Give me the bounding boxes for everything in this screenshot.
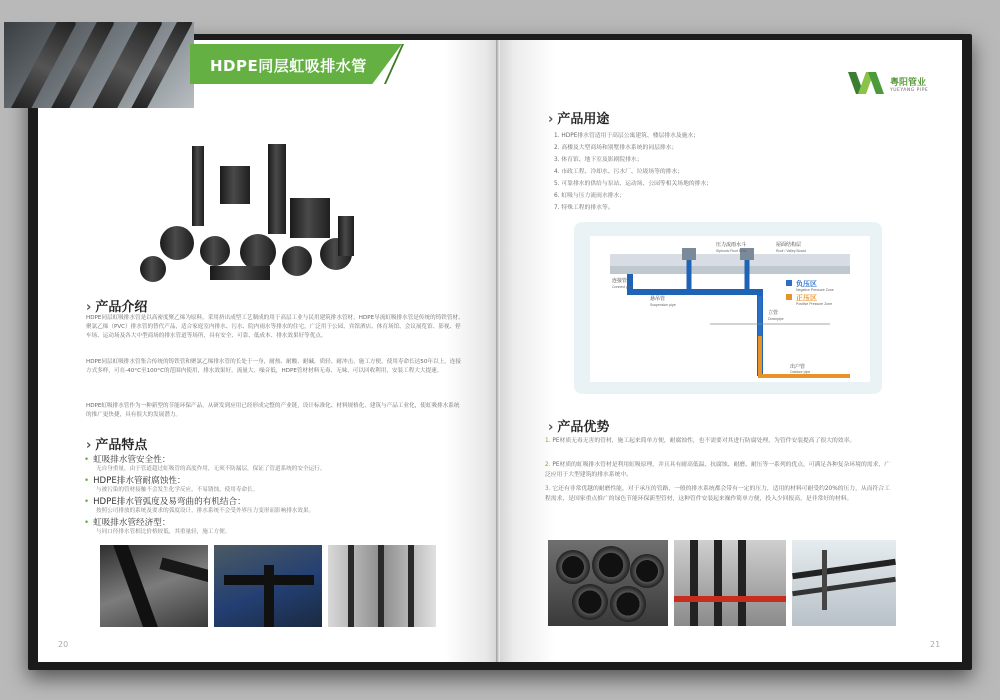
feature-desc: 按照公司排放的系统及要求的弧度设计，排水系统不会受外界压力变形而影响排水效果。	[96, 508, 315, 514]
use-item: 4. 市政工程、冷却水、污水厂、垃圾场等的排水；	[554, 169, 684, 175]
chevron-right-icon: ›	[548, 420, 554, 435]
installation-photo-1	[100, 545, 208, 627]
bullet-icon: •	[84, 455, 90, 465]
feature-title: • HDPE排水管弧度及易弯曲的有机结合：	[84, 497, 246, 507]
label-positive-zone-en: Positive Pressure Zone	[796, 302, 833, 306]
advantage-item: 1. PE材质无毒无害的管材，施工起来简单方便，耐腐蚀性，也不需要对其进行防腐处理，为管件安装提高了很大的效率。	[545, 438, 856, 444]
installation-photo-2	[214, 545, 322, 627]
hero-pipe-photo	[4, 22, 194, 108]
roof-slab	[610, 254, 850, 268]
bullet-icon: •	[84, 476, 90, 486]
advantages-heading: › 产品优势	[548, 420, 610, 435]
use-item: 3. 体育馆、地下室及影剧院排水；	[554, 157, 643, 163]
bullet-icon: •	[84, 497, 90, 507]
use-item: 5. 可靠排水的供给与泵站、运动场、公园等相关场地的排水；	[554, 181, 713, 187]
page-number-right: 21	[930, 640, 941, 649]
label-roof-structure: 屋面结构层	[776, 242, 802, 248]
label-roof-structure-en: Roof / Valley Board	[776, 249, 806, 253]
pipe-stack-photo	[548, 540, 668, 626]
use-item: 6. 虹吸与压力流雨水排水；	[554, 193, 626, 199]
advantage-item: 3. 它还有非常优越的耐磨性能，对于承压的管路，一般的排水系统都会带有一定的压力，适用的材料可耐受约20%的压力，从而符合工程需求，是国家重点推广的绿色节能环保新型管材，这种管件安装起来操作简单方便，投入少回报高，是非常好的材料。	[545, 486, 890, 502]
logo-icon	[852, 72, 886, 94]
chevron-right-icon: ›	[86, 438, 92, 453]
uses-heading: › 产品用途	[548, 112, 610, 127]
use-item: 7. 特殊工程的排水等。	[554, 205, 614, 211]
logo-name: 粤阳管业	[890, 78, 927, 88]
features-heading: › 产品特点	[86, 438, 148, 453]
intro-paragraph-2: HDPE同层虹吸排水管集合传统的铸铁管和聚氯乙烯排水管的长处于一身，耐热、耐酸、耐碱，质轻、耐冲击，施工方便，使用寿命长达50年以上，连接方式多样，可在-40°C至100°C的范围内使用，排水效果好，流量大、噪音低，HDPE管材材料无毒、无味，可以回收利用，安装工程大大提速。	[86, 359, 461, 374]
label-positive-zone: 正压区	[796, 295, 817, 302]
intro-paragraph-1: HDPE同层虹吸排水管是以高密度聚乙烯为原料，采用挤出成型工艺制成的用于高层工业与民用建筑排水管材。HDPE导流虹吸排水管是传统的铸铁管材、聚氯乙烯（PVC）排水管的替代产品，适合家庭室内排水、污水、院内雨水等排水的住宅，广泛用于公园、宾馆酒店、体育场馆、会议展览馆、影视、停车场、运动场及各大中型商场的排水管道等场所，具有安全、可靠、低成本、排水效果好等优点。	[86, 315, 464, 339]
bullet-icon: •	[84, 518, 90, 528]
intro-paragraph-3: HDPE虹吸排水管作为一种新型的节能环保产品，从研发到应用已经形成完整的产业链，设计标准化、材料规格化、建筑与产品工业化，使虹吸排水系统的推广更快捷，具有很大的发展潜力。	[86, 403, 460, 418]
label-connect-pipe: 连接管	[612, 278, 628, 284]
label-negative-zone: 负压区	[796, 281, 817, 288]
installation-photo-3	[328, 545, 436, 627]
chevron-right-icon: ›	[548, 112, 554, 127]
label-downpipe: 立管	[768, 310, 779, 316]
label-outfall-en: Outdoor pipe	[790, 370, 811, 374]
feature-title: • HDPE排水管耐腐蚀性：	[84, 476, 186, 486]
pipe-run	[630, 274, 760, 376]
label-suspension-pipe: 悬吊管	[650, 296, 666, 302]
label-roof-drain-en: Siphonic Roof Drain	[716, 249, 748, 253]
roof-drain-icon	[682, 248, 696, 260]
label-negative-zone-en: Negative Pressure Zone	[796, 288, 834, 292]
use-item: 1. HDPE排水管适用于高层公寓建筑、楼层排水及施水；	[554, 133, 700, 139]
ceiling-pipe-photo	[792, 540, 896, 626]
intro-heading: › 产品介绍	[86, 300, 148, 315]
advantage-item: 2. PE材质的虹吸排水管材是利用虹吸原理，并且具有耐高低温、抗腐蚀、耐磨、耐压等一系列的优点，可满足各种复杂环境的需求，广泛应用于大型建筑的排水系统中。	[545, 462, 890, 478]
roof-beam	[610, 266, 850, 274]
page-title: HDPE同层虹吸排水管	[210, 57, 367, 75]
page-number-left: 20	[58, 640, 69, 649]
feature-desc: 与被污染的管材接触不会发生化学反应，不易锈蚀，使用寿命长。	[96, 487, 259, 493]
use-item: 2. 高楼及大型商场和别墅排水系统的同层排水；	[554, 145, 678, 151]
label-connect-pipe-en: Connect pipe	[612, 285, 633, 289]
label-suspension-pipe-en: Suspension pipe	[650, 303, 676, 307]
feature-title: • 虹吸排水管安全性：	[84, 455, 171, 465]
feature-desc: 与同口径排水管相比价格较低，其重量轻，施工方便。	[96, 529, 231, 535]
feature-desc: 无自身重量，由于管道超过虹吸管的高度作用，无须不防漏层，保证了管道系统的安全运行。	[96, 466, 326, 472]
label-outfall: 出户管	[790, 364, 806, 370]
logo-name-en: YUEYANG PIPE	[890, 88, 929, 93]
feature-title: • 虹吸排水管经济型：	[84, 518, 171, 528]
chevron-right-icon: ›	[86, 300, 92, 315]
label-downpipe-en: Downpipe	[768, 317, 784, 321]
pipe-install-photo	[674, 540, 786, 626]
product-fittings-photo	[100, 106, 360, 296]
siphon-diagram-svg	[590, 236, 870, 382]
label-roof-drain: 压力流雨水斗	[716, 242, 747, 248]
positive-zone-swatch	[786, 294, 792, 300]
negative-zone-swatch	[786, 280, 792, 286]
